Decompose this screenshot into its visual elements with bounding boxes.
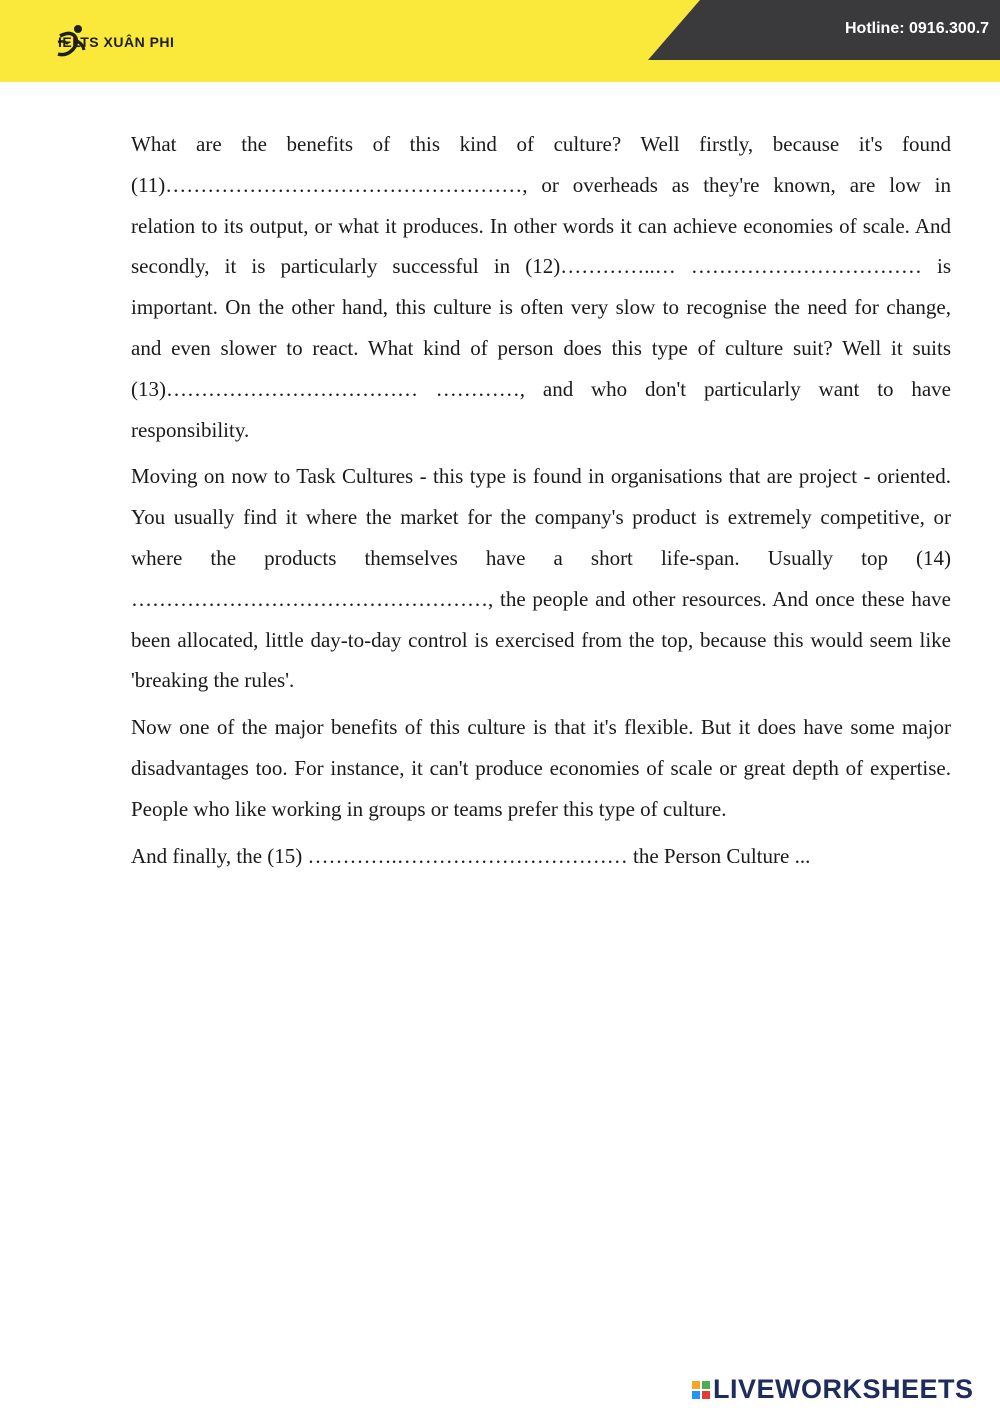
brand-logo: [54, 22, 174, 62]
paragraph-3: Now one of the major benefits of this culture is that it's flexible. But it does have some major disadvantages too. For instance, it can't produce economies of scale or great depth of expertise. People who like working in groups or teams prefer this type of culture.: [131, 715, 951, 821]
passage: [131, 124, 951, 882]
paragraph-2: Moving on now to Task Cultures - this type is found in organisations that are project - oriented. You usually find it where the market for the company's product is extremely competitive, or where the products themselves have a short life-span. Usually top (14) ……………………………………………, the people and other resources. And once these have been allocated, little day-to-day control is exercised from the top, because this would seem like 'breaking the rules'.: [131, 464, 951, 693]
paragraph-4: And finally, the (15) ………….…………………………… the Person Culture ...: [131, 843, 811, 868]
liveworksheets-text: LIVEWORKSHEETS: [713, 1374, 974, 1404]
page-header: [0, 0, 1000, 82]
runner-icon: [54, 22, 90, 58]
liveworksheets-icon: [692, 1381, 710, 1399]
paragraph-1: What are the benefits of this kind of culture? Well firstly, because it's found (11)……………………………………………, or overheads as they're known, are low in relation to its output, or what it produces. In other words it can achieve economies of scale. And secondly, it is particularly successful in (12)…………..… …………………………… is important. On the other hand, this culture is often very slow to recognise the need for change, and even slower to react. What kind of person does this type of culture suit? Well it suits (13)……………………………… …………, and who don't particularly want to have responsibility.: [131, 132, 951, 442]
logo-block: [702, 1381, 710, 1389]
brand-name: IELTS XUÂN PHI: [58, 34, 175, 50]
liveworksheets-logo: [692, 1374, 974, 1405]
hotline-text: Hotline: 0916.300.7: [845, 20, 990, 37]
logo-block: [692, 1391, 700, 1399]
logo-block: [702, 1391, 710, 1399]
logo-block: [692, 1381, 700, 1389]
